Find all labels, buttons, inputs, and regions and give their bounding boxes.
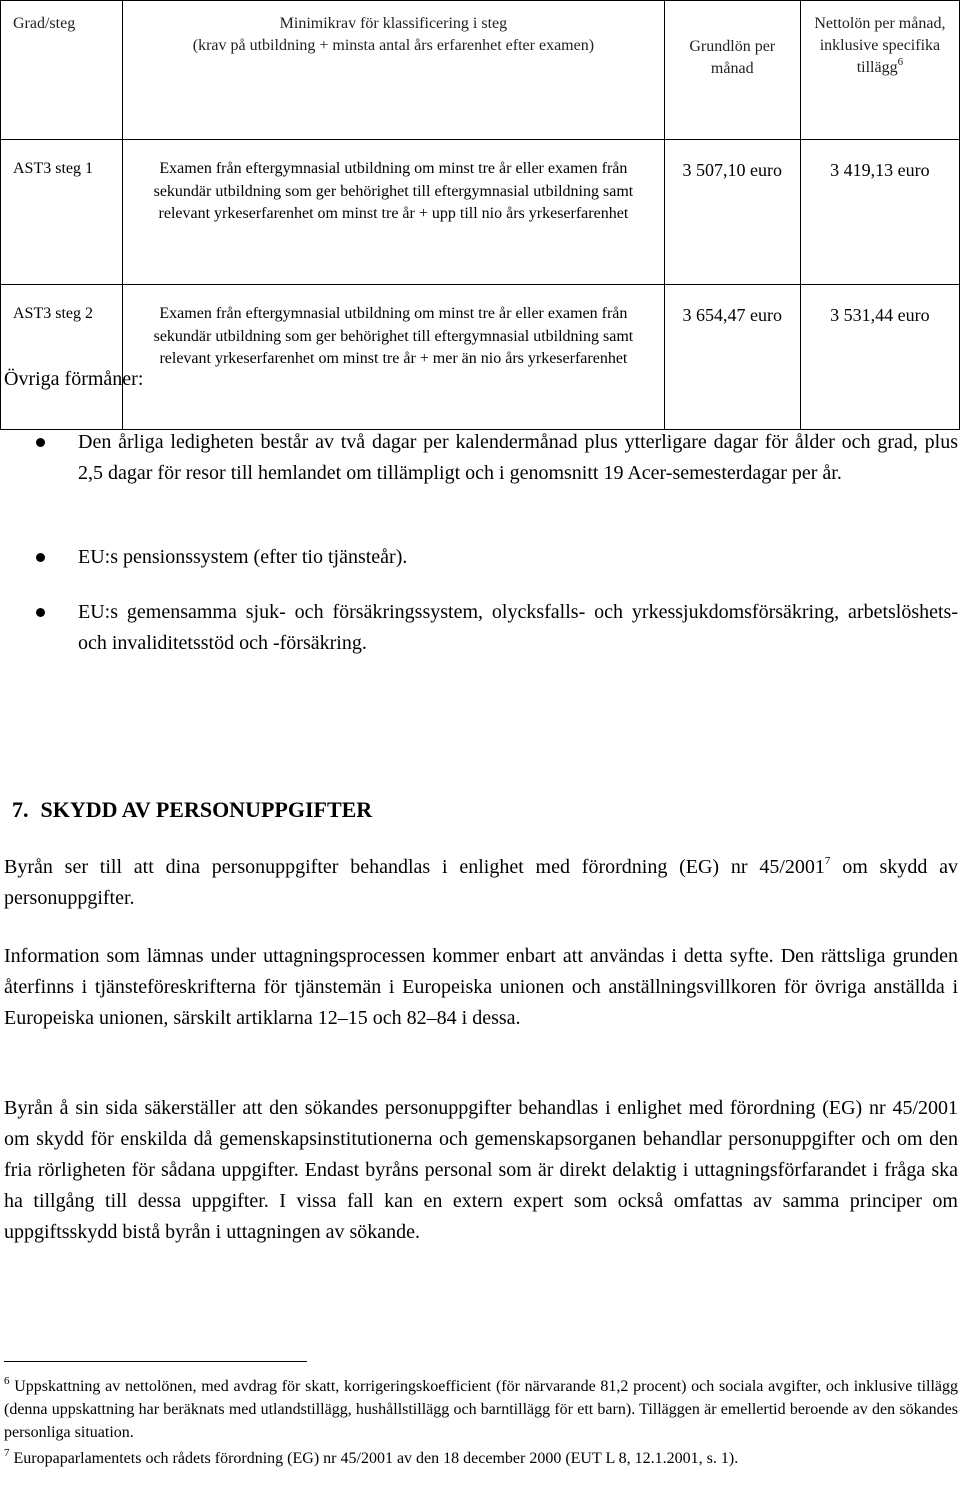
benefit-item-insurance: EU:s gemensamma sjuk- och försäkringssystem, olycksfalls- och yrkessjukdomsförsäkring, arbetslöshets- och invaliditetsstöd och -försäkring. bbox=[78, 601, 958, 654]
footnote-7 bbox=[4, 1447, 958, 1470]
table-header-row bbox=[1, 1, 960, 140]
section-title: SKYDD AV PERSONUPPGIFTER bbox=[40, 797, 373, 822]
row-base-salary: 3 507,10 euro bbox=[664, 140, 800, 285]
header-net-salary bbox=[800, 1, 959, 140]
section-number: 7. bbox=[12, 797, 29, 822]
header-requirements-line1: Minimikrav för klassificering i steg bbox=[279, 15, 508, 32]
bullet-icon bbox=[36, 438, 45, 447]
paragraph-text-tail: om skydd av personuppgifter. bbox=[4, 856, 958, 909]
footnote-6 bbox=[4, 1375, 958, 1444]
benefits-heading: Övriga förmåner: bbox=[4, 368, 144, 390]
row-net-salary: 3 419,13 euro bbox=[800, 140, 959, 285]
row-grade: AST3 steg 1 bbox=[1, 140, 123, 285]
table-row bbox=[1, 285, 960, 430]
paragraph-agency: Byrån å sin sida säkerställer att den sökandes personuppgifter behandlas i enlighet med förordning (EG) nr 45/2001 om skydd för enskilda då gemenskapsinstitutionerna och gemenskapsorganen behandlar personuppgifter och om den fria rörligheten för sådana uppgifter. Endast byråns personal som är direkt delaktig i uttagningsförfarandet i fråga ska ha tillgång till dessa uppgifter. I vissa fall kan en extern expert som också omfattas av samma principer om uppgiftsskydd bistå byrån i uttagningen av sökande. bbox=[4, 1097, 958, 1243]
row-requirements: Examen från eftergymnasial utbildning om minst tre år eller examen från sekundär utbildning som ger behörighet till eftergymnasial utbildning samt relevant yrkeserfarenhet om minst tre år + upp till nio års yrkeserfarenhet bbox=[123, 140, 665, 285]
paragraph-data-protection bbox=[4, 852, 958, 914]
benefit-item-pension: EU:s pensionssystem (efter tio tjänsteår). bbox=[78, 546, 408, 568]
footnote-number: 7 bbox=[4, 1446, 10, 1459]
header-base-salary: Grundlön per månad bbox=[664, 1, 800, 140]
row-net-salary: 3 531,44 euro bbox=[800, 285, 959, 430]
header-grade: Grad/steg bbox=[1, 1, 123, 140]
row-grade: AST3 steg 2 bbox=[1, 285, 123, 430]
footnote-number: 6 bbox=[4, 1374, 10, 1387]
header-net-salary-label: Nettolön per månad, inklusive specifika tillägg bbox=[814, 15, 946, 76]
footnote-text: Europaparlamentets och rådets förordning (EG) nr 45/2001 av den 18 december 2000 (EUT L 8, 12.1.2001, s. 1). bbox=[9, 1450, 739, 1467]
footnote-ref-6[interactable]: 6 bbox=[897, 55, 904, 68]
bullet-icon bbox=[36, 608, 45, 617]
row-requirements: Examen från eftergymnasial utbildning om minst tre år eller examen från sekundär utbildning som ger behörighet till eftergymnasial utbildning samt relevant yrkeserfarenhet om minst tre år + mer än nio års yrkeserfarenhet bbox=[123, 285, 665, 430]
benefit-item-leave: Den årliga ledigheten består av två dagar per kalendermånad plus ytterligare dagar för ålder och grad, plus 2,5 dagar för resor till hemlandet om tillämpligt och i genomsnitt 19 Acer-semesterdagar per år. bbox=[78, 431, 958, 484]
footnote-divider bbox=[4, 1361, 307, 1362]
bullet-icon bbox=[36, 553, 45, 562]
section-heading bbox=[4, 797, 372, 823]
header-requirements-line2: (krav på utbildning + minsta antal års erfarenhet efter examen) bbox=[192, 37, 595, 54]
row-base-salary: 3 654,47 euro bbox=[664, 285, 800, 430]
footnote-text: Uppskattning av nettolönen, med avdrag för skatt, korrigeringskoefficient (för närvarande 81,2 procent) och sociala avgifter, och inklusive tillägg (denna uppskattning har beräknats med utlandstillägg, hushållstillägg och barntillägg för ett barn). Tilläggen är emellertid beroende av den sökandes personliga situation. bbox=[4, 1378, 958, 1441]
paragraph-text: Byrån ser till att dina personuppgifter behandlas i enlighet med förordning (EG) nr 45/2001 bbox=[4, 856, 825, 878]
header-requirements bbox=[123, 1, 665, 140]
footnote-ref-7[interactable]: 7 bbox=[824, 855, 831, 868]
salary-table bbox=[0, 0, 960, 430]
paragraph-purpose: Information som lämnas under uttagningsprocessen kommer enbart att användas i detta syfte. Den rättsliga grunden återfinns i tjänsteföreskrifterna för tjänstemän i Europeiska unionen och anställningsvillkoren för övriga anställda i Europeiska unionen, särskilt artiklarna 12–15 och 82–84 i dessa. bbox=[4, 945, 958, 1029]
table-row bbox=[1, 140, 960, 285]
